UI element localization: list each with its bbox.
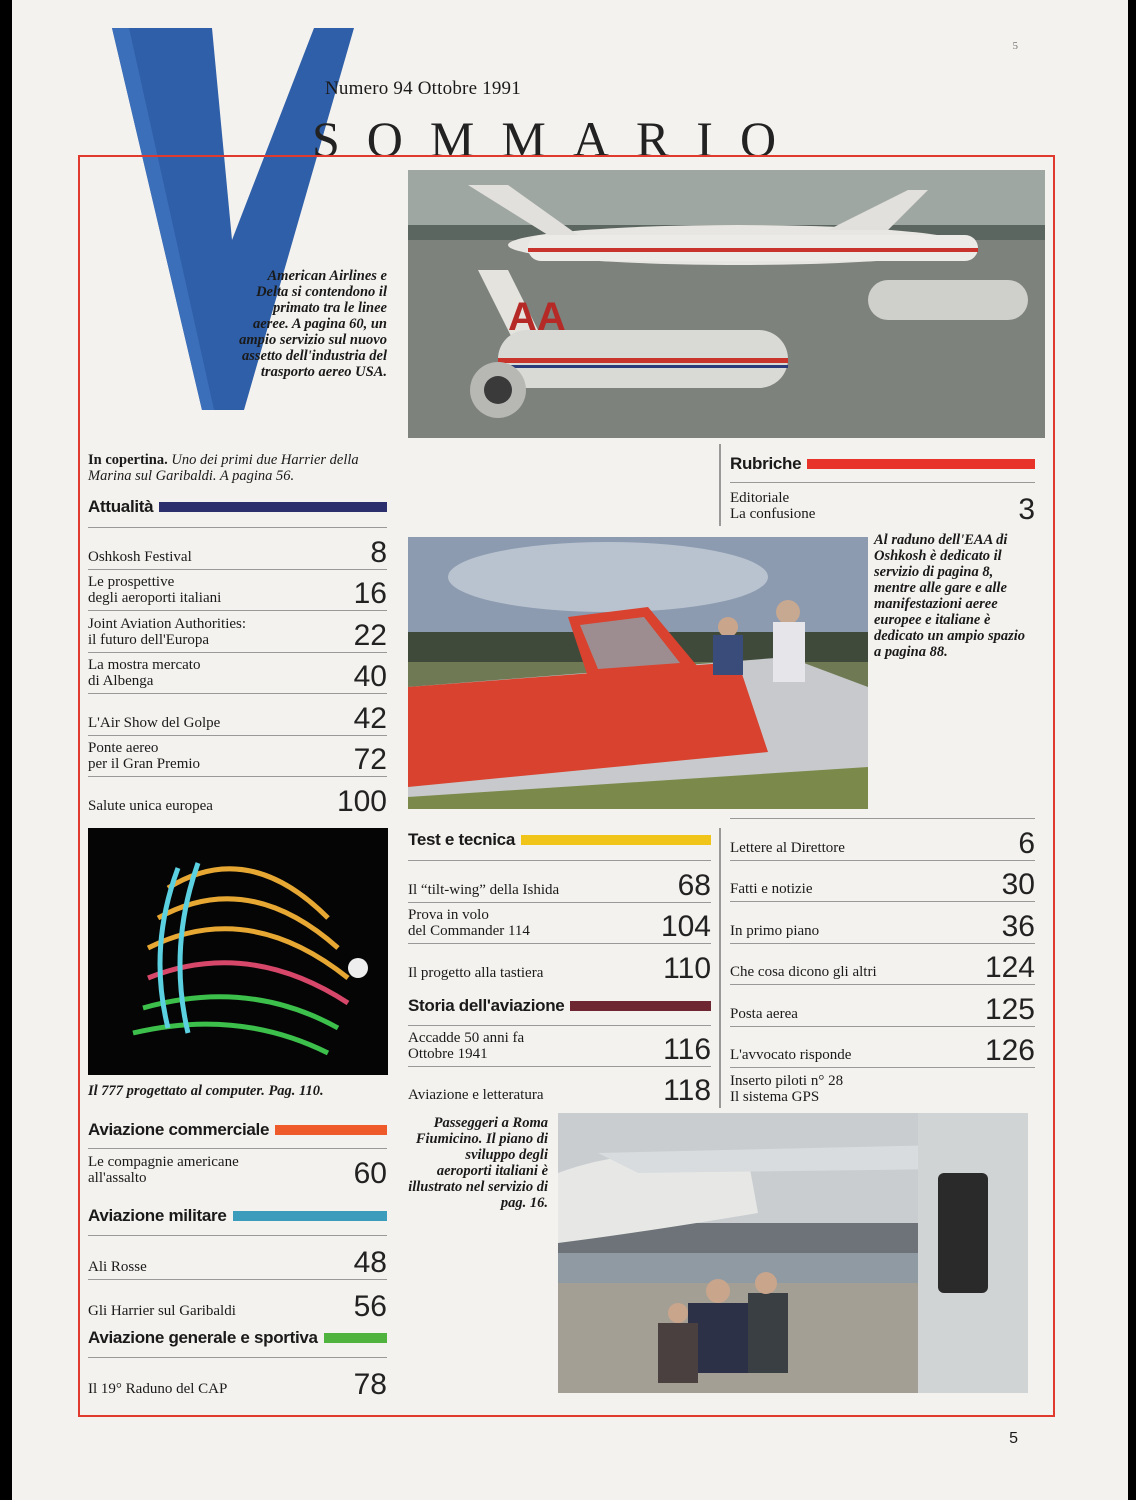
toc-entry[interactable] xyxy=(730,901,1035,943)
test-list xyxy=(408,860,711,985)
oshkosh-caption: Al raduno dell'EAA di Oshkosh è dedicato il servizio di pagina 8, mentre alle gare e alle manifestazioni aeree europee e italiane è dedicato un ampio spazio a pagina 88. xyxy=(874,532,1026,660)
toc-entry-page: 30 xyxy=(1001,868,1035,901)
toc-entry-title: Fatti e notizie xyxy=(730,881,813,897)
airliners-caption: American Airlines e Delta si contendono il primato tra le linee aeree. A pagina 60, un ampio servizio sul nuovo assetto dell'industria del trasporto aereo USA. xyxy=(239,268,387,380)
section-generale-label: Aviazione generale e sportiva xyxy=(88,1328,318,1347)
toc-entry-page: 125 xyxy=(984,992,1035,1026)
section-attualita xyxy=(88,497,387,517)
toc-entry[interactable] xyxy=(88,1357,387,1401)
section-bar xyxy=(275,1125,387,1135)
toc-entry-page: 78 xyxy=(353,1368,387,1401)
section-bar xyxy=(324,1333,387,1343)
toc-entry[interactable] xyxy=(730,1026,1035,1068)
corner-mark: 5 xyxy=(1012,40,1018,52)
toc-entry-title: Gli Harrier sul Garibaldi xyxy=(88,1303,236,1319)
section-storia-label: Storia dell'aviazione xyxy=(408,996,565,1015)
cover-note-label: In copertina. xyxy=(88,452,168,468)
commerciale-list xyxy=(88,1148,387,1190)
toc-entry[interactable] xyxy=(88,1235,387,1279)
toc-entry[interactable] xyxy=(88,1279,387,1323)
toc-entry-title: In primo piano xyxy=(730,922,820,939)
toc-entry-page: 68 xyxy=(677,868,711,902)
toc-entry[interactable] xyxy=(88,610,387,652)
section-bar xyxy=(159,502,387,512)
section-bar xyxy=(233,1211,387,1221)
toc-entry-title: Le compagnie americane all'assalto xyxy=(88,1154,239,1186)
cover-note xyxy=(88,452,388,484)
toc-entry[interactable] xyxy=(730,482,1035,526)
section-militare xyxy=(88,1206,387,1226)
section-bar xyxy=(570,1001,711,1011)
toc-entry-page: 56 xyxy=(353,1290,387,1323)
toc-entry-page: 118 xyxy=(663,1074,711,1107)
divider xyxy=(719,828,721,1108)
divider xyxy=(719,444,721,526)
roma-caption: Passeggeri a Roma Fiumicino. Il piano di sviluppo degli aeroporti italiani è illustrato nel servizio di pag. 16. xyxy=(408,1115,548,1211)
toc-entry[interactable] xyxy=(88,569,387,611)
toc-entry-page: 42 xyxy=(353,701,387,735)
toc-entry[interactable] xyxy=(730,1067,1035,1109)
toc-entry-title: Lettere al Direttore xyxy=(730,839,845,856)
toc-entry-page: 3 xyxy=(1018,493,1035,526)
toc-entry-title: La mostra mercato di Albenga xyxy=(88,657,201,689)
toc-entry[interactable] xyxy=(730,818,1035,860)
toc-entry[interactable] xyxy=(88,735,387,777)
toc-entry-title: Il 19° Raduno del CAP xyxy=(88,1381,228,1397)
rubriche-list xyxy=(730,482,1035,526)
toc-entry-page: 40 xyxy=(353,660,387,693)
toc-entry-page: 72 xyxy=(353,743,387,776)
toc-entry[interactable] xyxy=(408,902,711,944)
toc-entry-page: 48 xyxy=(353,1246,387,1279)
toc-entry[interactable] xyxy=(408,860,711,902)
toc-entry[interactable] xyxy=(88,693,387,735)
section-generale xyxy=(88,1328,387,1348)
toc-entry-page: 6 xyxy=(1018,826,1035,860)
toc-entry-title: Posta aerea xyxy=(730,1005,798,1022)
section-test-label: Test e tecnica xyxy=(408,830,515,849)
toc-entry[interactable] xyxy=(88,1148,387,1190)
section-bar xyxy=(807,459,1035,469)
toc-entry[interactable] xyxy=(730,860,1035,902)
section-storia xyxy=(408,996,711,1016)
toc-entry-title: Accadde 50 anni fa Ottobre 1941 xyxy=(408,1030,525,1062)
toc-entry-page: 110 xyxy=(663,951,711,985)
toc-entry[interactable] xyxy=(730,943,1035,985)
page-title: SOMMARIO xyxy=(312,111,804,167)
toc-entry-page: 124 xyxy=(984,951,1035,984)
toc-entry-title: Salute unica europea xyxy=(88,797,213,814)
section-attualita-label: Attualità xyxy=(88,497,154,516)
toc-entry[interactable] xyxy=(730,984,1035,1026)
toc-entry-title: Le prospettive degli aeroporti italiani xyxy=(88,574,222,606)
toc-entry[interactable] xyxy=(408,943,711,985)
computer-777-image xyxy=(88,828,388,1075)
toc-entry-title: Aviazione e letteratura xyxy=(408,1087,544,1103)
toc-entry-title: Oshkosh Festival xyxy=(88,548,192,565)
toc-entry[interactable] xyxy=(408,1025,711,1066)
toc-entry-page: 126 xyxy=(984,1034,1035,1067)
oshkosh-photo xyxy=(408,537,868,809)
toc-entry-title: Ali Rosse xyxy=(88,1259,147,1275)
toc-entry-title: Inserto piloti n° 28 Il sistema GPS xyxy=(730,1072,844,1105)
issue-line: Numero 94 Ottobre 1991 xyxy=(325,78,521,99)
section-bar xyxy=(521,835,711,845)
cover-note-text: Uno dei primi due Harrier della Marina sul Garibaldi. A pagina 56. xyxy=(88,452,359,484)
generale-list xyxy=(88,1357,387,1401)
section-rubriche-label: Rubriche xyxy=(730,454,802,473)
section-militare-label: Aviazione militare xyxy=(88,1206,227,1225)
airliners-photo xyxy=(408,170,1045,438)
toc-entry-title: Joint Aviation Authorities: il futuro dell'Europa xyxy=(88,615,247,648)
svg-text:AA: AA xyxy=(508,295,566,339)
rubriche-list-2 xyxy=(730,818,1035,1109)
magazine-page xyxy=(12,0,1128,1500)
toc-entry-title: Che cosa dicono gli altri xyxy=(730,964,877,980)
toc-entry-page: 8 xyxy=(370,535,387,569)
computer-caption: Il 777 progettato al computer. Pag. 110. xyxy=(88,1083,324,1099)
section-test xyxy=(408,830,711,850)
toc-entry-title: Il progetto alla tastiera xyxy=(408,964,544,981)
toc-entry-page: 116 xyxy=(663,1033,711,1066)
toc-entry-title: Ponte aereo per il Gran Premio xyxy=(88,740,201,772)
toc-entry-page: 36 xyxy=(1001,909,1035,943)
section-rubriche xyxy=(730,454,1035,474)
toc-entry-page: 22 xyxy=(353,618,387,652)
attualita-list xyxy=(88,527,387,818)
toc-entry-title: L'Air Show del Golpe xyxy=(88,714,221,731)
section-commerciale-label: Aviazione commerciale xyxy=(88,1120,270,1139)
toc-entry[interactable] xyxy=(88,652,387,694)
toc-entry-title: L'avvocato risponde xyxy=(730,1047,852,1063)
toc-entry-title: Prova in volo del Commander 114 xyxy=(408,907,530,939)
section-commerciale xyxy=(88,1120,387,1140)
storia-list xyxy=(408,1025,711,1107)
toc-entry[interactable] xyxy=(408,1066,711,1107)
toc-entry-page: 16 xyxy=(353,577,387,610)
toc-entry-page: 100 xyxy=(336,784,387,818)
toc-entry-title: Editoriale La confusione xyxy=(730,490,816,522)
toc-entry-page: 104 xyxy=(660,910,711,943)
toc-entry-title: Il “tilt-wing” della Ishida xyxy=(408,881,560,898)
page-number: 5 xyxy=(1009,1430,1018,1447)
toc-entry[interactable] xyxy=(88,527,387,569)
militare-list xyxy=(88,1235,387,1323)
fiumicino-photo xyxy=(558,1113,1028,1393)
toc-entry[interactable] xyxy=(88,776,387,818)
toc-entry-page: 60 xyxy=(353,1157,387,1190)
